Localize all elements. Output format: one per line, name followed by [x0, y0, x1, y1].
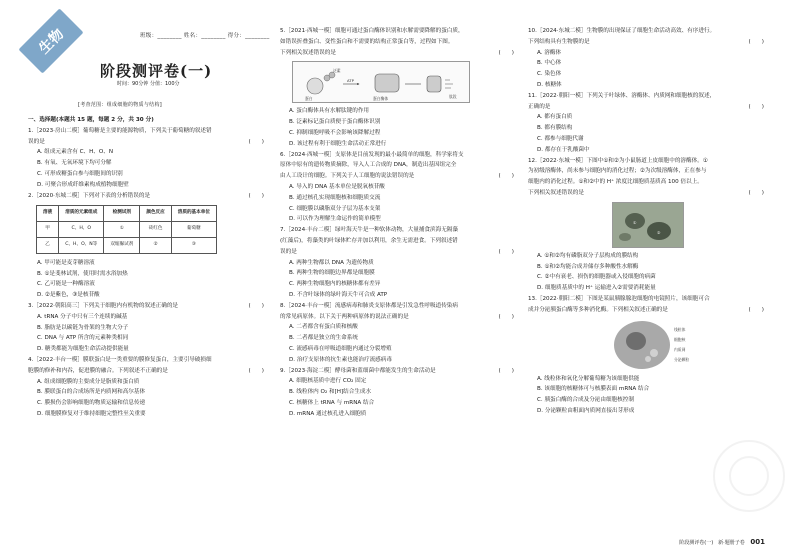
- q11-option-b[interactable]: B. 都有膜结构: [537, 125, 573, 132]
- q12-stem-cont: 为初级溶酶体，尚未参与细胞内的消化过程；②为次级溶酶体，正在参与: [528, 168, 707, 175]
- q4-option-c[interactable]: C. 膜损伤会影响细胞的物质运输和信息传递: [37, 400, 146, 407]
- time-score-meta: 时间：90分钟 分值：100分: [117, 81, 180, 87]
- q5-stem: 5.［2021·西城一模］细胞可通过蛋白酶体识别和水解需要降解的蛋白质，: [280, 28, 464, 34]
- q2-table: [36, 205, 217, 253]
- q5-stem-cont: 如错误折叠蛋白、变性蛋白和不需要的结构正常蛋白等，过程如下图。: [280, 38, 454, 45]
- q2-stem: 2.［2020·东城二模］下列对下表的分析错误的是 ( ): [28, 192, 264, 199]
- q10-option-a[interactable]: A. 溶酶体: [537, 49, 562, 56]
- q13-option-a[interactable]: A. 线粒体和氧化分解葡萄糖为该细胞供能: [537, 375, 640, 382]
- table-row: [37, 222, 217, 238]
- figure-label: 细胞核: [674, 336, 686, 342]
- student-info-line: 班级：________ 姓名：________ 得分：________: [140, 33, 270, 39]
- q13-option-c[interactable]: C. 胰蛋白酶的合成及分泌由细胞核控制: [537, 397, 634, 404]
- q13-micrograph: [612, 319, 708, 371]
- q2-option-a[interactable]: A. 甲可能是麦芽糖溶液: [37, 259, 95, 266]
- q6-option-a[interactable]: A. 导入的 DNA 基本单位是脱氧核苷酸: [289, 183, 385, 190]
- q9-option-b[interactable]: B. 线粒体内 O₂ 和[H]结合生成水: [289, 389, 372, 396]
- q8-option-c[interactable]: C. 流感病毒在呼吸道细胞内通过分裂增殖: [289, 345, 392, 352]
- q2-option-d[interactable]: D. ②是紫色，③是核苷酸: [37, 292, 100, 299]
- q1-stem-cont: 误的是 ( ): [28, 138, 264, 145]
- figure-label: 泛素: [333, 68, 341, 74]
- q8-option-d[interactable]: D. 治疗支原体的抗生素也能治疗流感病毒: [289, 356, 392, 363]
- table-cell: 乙: [37, 237, 59, 253]
- column-1: [28, 115, 264, 420]
- q11-option-d[interactable]: D. 都存在于乳酸菌中: [537, 146, 590, 153]
- q4-option-b[interactable]: B. 膜联蛋白的合成场所是内质网和高尔基体: [37, 389, 146, 396]
- q5-option-b[interactable]: B. 泛素标记蛋白质便于蛋白酶体识别: [289, 119, 381, 126]
- q10-stem: 10.［2024·东城二模］生物膜的出现保证了细胞生命活动高效、有序进行。: [528, 28, 716, 34]
- q5-option-c[interactable]: C. 抑制细胞呼吸不会影响该降解过程: [289, 129, 381, 136]
- q7-option-c[interactable]: C. 两种生物细胞内的核糖体都有差异: [289, 281, 381, 288]
- figure-label: ①: [633, 219, 637, 225]
- figure-label: 分泌颗粒: [674, 356, 690, 362]
- q12-micrograph: [612, 202, 684, 248]
- lysosome-micrograph: [613, 203, 683, 247]
- table-cell: C、H、O: [59, 222, 104, 238]
- q6-stem: 6.［2024·西城一模］支原体是目前发现的最小最简单的细胞，科学家将支: [280, 151, 464, 158]
- q13-stem: 13.［2022·朝阳二模］下图是某鼠胰腺腺泡细胞的电镜照片，该细胞可合: [528, 295, 710, 302]
- q4-stem-cont: 胞膜的修补和内吞，促进膜的融合。下列叙述不正确的是 ( ): [28, 367, 264, 374]
- q7-stem: 7.［2024·丰台二模］绿叶海天牛是一种软体动物，大量捕食滨海无隔藻: [280, 227, 458, 234]
- q13-option-d[interactable]: D. 分泌颗粒由粗面内质网直接出芽形成: [537, 407, 635, 414]
- q3-option-d[interactable]: D. 糖类都能为细胞生命活动提供能量: [37, 346, 129, 353]
- q9-option-d[interactable]: D. mRNA 通过核孔进入细胞质: [289, 410, 367, 417]
- table-cell: ②: [140, 237, 171, 253]
- figure-label: 蛋白酶体: [373, 96, 389, 102]
- q12-option-d[interactable]: D. 细胞质基质中的 H⁺ 运输进入②需要消耗能量: [537, 285, 656, 292]
- footer-text: 阶段测评卷(一) 新·题册子卷: [679, 540, 745, 546]
- q12-option-a[interactable]: A. ①和②均有磷脂双分子层构成的膜结构: [537, 252, 639, 259]
- q3-option-b[interactable]: B. 脂肪是以碳链为骨架的生物大分子: [37, 324, 129, 331]
- page-footer: [679, 538, 765, 546]
- q3-option-c[interactable]: C. DNA 与 ATP 所含的元素种类相同: [37, 335, 129, 342]
- page-number: 001: [750, 538, 765, 546]
- q3-stem: 3.［2022·朝阳高三］下列关于细胞内有机物的叙述正确的是 ( ): [28, 302, 264, 309]
- q3-option-a[interactable]: A. tRNA 分子中只有三个连续的碱基: [37, 313, 128, 320]
- table-row: [37, 237, 217, 253]
- figure-label: 蛋白: [305, 96, 313, 102]
- q5-figure: [292, 61, 470, 103]
- q10-stem-cont: 下列结构具有生物膜的是 ( ): [528, 38, 764, 45]
- table-header: 检测试剂: [104, 206, 140, 222]
- watermark-seal: [713, 440, 785, 512]
- table-header: 溶质的基本单位: [171, 206, 216, 222]
- q6-option-b[interactable]: B. 通过核孔实现细胞核和细胞质交流: [289, 194, 381, 201]
- q6-stem-cont: 原体中原有的遗传物质摘除，导入人工合成的 DNA，制造出基因组完全: [280, 162, 457, 169]
- q8-option-a[interactable]: A. 二者都含有蛋白质和核酸: [289, 324, 358, 331]
- q13-stem-cont: 成并分泌胰蛋白酶等多种消化酶。下列相关叙述正确的是 ( ): [528, 306, 764, 313]
- column-3: [528, 26, 764, 417]
- q5-option-d[interactable]: D. 该过程有利于细胞生命活动正常进行: [289, 140, 387, 147]
- table-header: 溶质的元素组成: [59, 206, 104, 222]
- q12-stem: 12.［2022·东城一模］下图中①和②为小鼠肠道上皮细胞中的溶酶体。①: [528, 157, 708, 164]
- table-header: 溶液: [37, 206, 59, 222]
- q11-stem-cont: 正确的是 ( ): [528, 103, 764, 110]
- q12-option-c[interactable]: C. ②中有衰老、损伤的细胞器或入侵细胞的病菌: [537, 274, 656, 281]
- q10-option-d[interactable]: D. 核糖体: [537, 81, 562, 88]
- q7-stem-cont: 误的是 ( ): [280, 248, 514, 255]
- q6-stem-cont: 由人工设计的细胞。下列关于人工细胞的说法错误的是 ( ): [280, 173, 514, 180]
- q4-stem: 4.［2022·丰台一模］膜联蛋白是一类重要的膜修复蛋白，主要引导破损细: [28, 356, 212, 363]
- table-header-row: [37, 206, 217, 222]
- q5-option-a[interactable]: A. 蛋白酶体具有水解肽键的作用: [289, 108, 370, 115]
- q9-stem: 9.［2023·海淀二模］酵母菌和蓝细菌中都能发生的生命活动是 ( ): [280, 367, 514, 374]
- q10-option-b[interactable]: B. 中心体: [537, 60, 562, 67]
- figure-label: 内质网: [674, 346, 686, 352]
- q8-option-b[interactable]: B. 二者都是独立的生命系统: [289, 335, 358, 342]
- table-cell: 甲: [37, 222, 59, 238]
- q9-option-c[interactable]: C. 核糖体上 tRNA 与 mRNA 结合: [289, 399, 375, 406]
- table-cell: ③: [171, 237, 216, 253]
- q12-option-b[interactable]: B. ①和②均能合成并储存多种酸性水解酶: [537, 263, 639, 270]
- figure-label: ATP: [347, 78, 354, 84]
- table-header: 颜色反应: [140, 206, 171, 222]
- q1-stem: 1.［2023·房山二模］葡萄糖是主要的能源物质，下列关于葡萄糖的叙述错: [28, 127, 212, 134]
- q11-option-a[interactable]: A. 都有蛋白质: [537, 114, 573, 121]
- exam-scope: [考查范围：组成细胞的物质与结构]: [78, 102, 163, 108]
- table-cell: 葡萄糖: [171, 222, 216, 238]
- section-heading: 一、选择题(本题共 15 题，每题 2 分，共 30 分): [28, 117, 154, 123]
- q12-stem-cont: 下列相关叙述错误的是 ( ): [528, 189, 764, 196]
- q11-stem: 11.［2022·朝阳一模］下列关于叶绿体、溶酶体、内质网和细胞核的叙述，: [528, 92, 716, 99]
- q7-option-b[interactable]: B. 两种生物的细胞边界都是细胞膜: [289, 270, 375, 277]
- q6-option-d[interactable]: D. 可以作为理解生命运作的简单模型: [289, 216, 381, 223]
- figure-label: 线粒体: [674, 326, 686, 332]
- q8-stem-cont: 的常见病原体。以下关于两种病原体的说法正确的是 ( ): [280, 313, 514, 320]
- q9-option-a[interactable]: A. 细胞核基质中进行 CO₂ 固定: [289, 378, 367, 385]
- q12-stem-cont: 细胞内的消化过程。①和②中的 H⁺ 浓度比细胞质基质高 100 倍以上。: [528, 179, 703, 186]
- acinar-cell-micrograph: [612, 319, 672, 371]
- q7-stem-cont: (红藻后)，将藻类的叶绿体贮存并加以利用，余生无需进食。下列叙述错: [280, 237, 458, 244]
- q4-option-d[interactable]: D. 细胞膜修复对于维持细胞完整性至关重要: [37, 410, 146, 417]
- q1-option-a[interactable]: A. 组成元素含有 C、H、O、N: [37, 149, 114, 156]
- table-cell: 砖红色: [140, 222, 171, 238]
- table-cell: ①: [104, 222, 140, 238]
- table-cell: 双缩脲试剂: [104, 237, 140, 253]
- column-2: [280, 26, 514, 420]
- q10-option-c[interactable]: C. 染色体: [537, 71, 562, 78]
- q2-option-c[interactable]: C. 乙可能是一种酶溶液: [37, 281, 95, 288]
- page-title: 阶段测评卷(一): [100, 62, 213, 80]
- q13-option-b[interactable]: B. 该细胞的核糖体可与核膜表面 mRNA 结合: [537, 386, 650, 393]
- q5-stem-cont: 下列相关叙述错误的是 ( ): [280, 49, 514, 56]
- q11-option-c[interactable]: C. 都参与细胞代谢: [537, 135, 584, 142]
- subject-tab: 生物: [18, 8, 83, 73]
- q4-option-a[interactable]: A. 组成细胞膜的主要成分是脂质和蛋白质: [37, 378, 140, 385]
- q7-option-a[interactable]: A. 两种生物都以 DNA 为遗传物质: [289, 259, 374, 266]
- q7-option-d[interactable]: D. 不含叶绿体的绿叶海天牛可合成 ATP: [289, 291, 388, 298]
- figure-label: 肽段: [449, 94, 457, 100]
- figure-label: ②: [657, 229, 661, 235]
- q1-option-c[interactable]: C. 可形成糖蛋白参与细胞间的识别: [37, 170, 123, 177]
- q2-option-b[interactable]: B. ①是斐林试剂，使用时需水浴加热: [37, 270, 128, 277]
- table-cell: C、H、O、N等: [59, 237, 104, 253]
- q6-option-c[interactable]: C. 细胞膜以磷脂双分子层为基本支架: [289, 205, 381, 212]
- q8-stem: 8.［2024·丰台一模］流感病毒和肺炎支原体都是引发急性呼吸道传染病: [280, 302, 458, 309]
- q1-option-b[interactable]: B. 有氧、无氧环境下均可分解: [37, 160, 112, 167]
- q1-option-d[interactable]: D. 可聚合形成纤维素构成植物细胞壁: [37, 181, 129, 188]
